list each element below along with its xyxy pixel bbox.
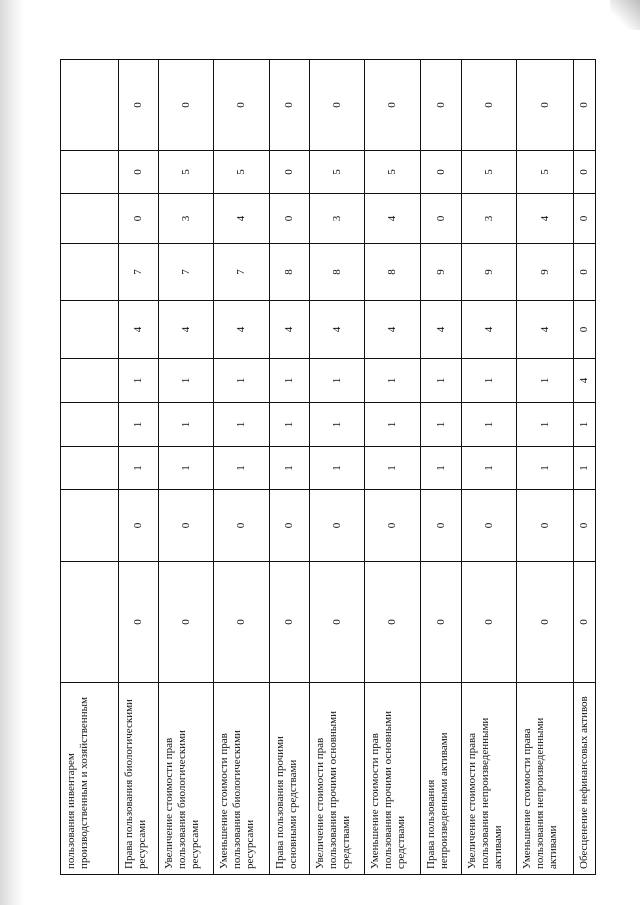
code-cell: 4 bbox=[159, 301, 214, 359]
code-cell bbox=[61, 194, 119, 244]
code-cell: 0 bbox=[119, 194, 159, 244]
code-cell: 0 bbox=[270, 562, 310, 683]
code-cell: 0 bbox=[214, 60, 270, 151]
code-cell: 0 bbox=[119, 151, 159, 194]
code-cell bbox=[61, 244, 119, 301]
code-cell: 5 bbox=[462, 151, 517, 194]
table-row bbox=[214, 60, 270, 875]
code-cell: 3 bbox=[462, 194, 517, 244]
table-body bbox=[61, 60, 596, 875]
code-cell: 0 bbox=[574, 60, 596, 151]
code-cell: 0 bbox=[159, 490, 214, 562]
code-cell: 0 bbox=[214, 490, 270, 562]
code-cell: 0 bbox=[119, 490, 159, 562]
code-cell: 4 bbox=[310, 301, 365, 359]
code-cell: 1 bbox=[214, 403, 270, 447]
code-cell: 0 bbox=[462, 60, 517, 151]
code-cell: 1 bbox=[270, 447, 310, 490]
code-cell: 0 bbox=[270, 490, 310, 562]
code-cell: 5 bbox=[214, 151, 270, 194]
table-row bbox=[517, 60, 574, 875]
code-cell: 7 bbox=[214, 244, 270, 301]
code-cell: 5 bbox=[365, 151, 421, 194]
table-row bbox=[270, 60, 310, 875]
code-cell: 1 bbox=[462, 447, 517, 490]
code-cell: 5 bbox=[310, 151, 365, 194]
code-cell: 0 bbox=[365, 490, 421, 562]
row-label: Права пользования непроизведенными активами bbox=[421, 683, 462, 875]
code-cell: 1 bbox=[365, 359, 421, 403]
code-cell: 0 bbox=[310, 562, 365, 683]
code-cell: 0 bbox=[462, 562, 517, 683]
table-row bbox=[365, 60, 421, 875]
code-cell: 0 bbox=[574, 562, 596, 683]
row-label: Уменьшение стоимости прав пользования прочими основными средствами bbox=[365, 683, 421, 875]
code-cell: 0 bbox=[310, 490, 365, 562]
code-cell: 0 bbox=[119, 60, 159, 151]
code-cell: 0 bbox=[270, 60, 310, 151]
table-row bbox=[462, 60, 517, 875]
code-cell: 0 bbox=[421, 60, 462, 151]
code-cell: 7 bbox=[119, 244, 159, 301]
code-cell: 0 bbox=[270, 151, 310, 194]
code-cell: 4 bbox=[214, 301, 270, 359]
code-cell: 4 bbox=[365, 301, 421, 359]
code-cell: 1 bbox=[159, 403, 214, 447]
code-cell: 4 bbox=[462, 301, 517, 359]
table-row bbox=[421, 60, 462, 875]
rotated-document-table-container bbox=[60, 60, 590, 875]
code-cell: 1 bbox=[214, 359, 270, 403]
code-cell: 0 bbox=[574, 194, 596, 244]
code-cell: 4 bbox=[365, 194, 421, 244]
code-cell: 1 bbox=[119, 359, 159, 403]
row-label: пользования инвентарем производственным и хозяйственным bbox=[61, 683, 119, 875]
code-cell: 1 bbox=[462, 359, 517, 403]
code-cell: 1 bbox=[421, 447, 462, 490]
code-cell: 1 bbox=[574, 403, 596, 447]
code-cell: 0 bbox=[159, 562, 214, 683]
code-cell: 1 bbox=[310, 403, 365, 447]
code-cell: 1 bbox=[270, 359, 310, 403]
code-cell: 5 bbox=[517, 151, 574, 194]
code-cell: 0 bbox=[574, 301, 596, 359]
code-cell: 0 bbox=[214, 562, 270, 683]
code-cell: 0 bbox=[365, 562, 421, 683]
code-cell: 1 bbox=[310, 359, 365, 403]
scan-page-edge bbox=[0, 0, 24, 905]
code-cell: 1 bbox=[462, 403, 517, 447]
code-cell: 4 bbox=[421, 301, 462, 359]
row-label: Уменьшение стоимости прав пользования биологическими ресурсами bbox=[214, 683, 270, 875]
code-cell: 0 bbox=[270, 194, 310, 244]
code-cell: 0 bbox=[119, 562, 159, 683]
code-cell bbox=[61, 562, 119, 683]
row-label: Увеличение стоимости права пользования непроизведенными активами bbox=[462, 683, 517, 875]
code-cell bbox=[61, 447, 119, 490]
code-cell: 1 bbox=[421, 359, 462, 403]
row-label: Права пользования биологическими ресурсами bbox=[119, 683, 159, 875]
code-cell bbox=[61, 301, 119, 359]
code-cell: 9 bbox=[462, 244, 517, 301]
code-cell: 0 bbox=[421, 194, 462, 244]
code-cell: 1 bbox=[159, 447, 214, 490]
code-cell: 4 bbox=[270, 301, 310, 359]
table-row bbox=[119, 60, 159, 875]
code-cell: 0 bbox=[159, 60, 214, 151]
code-cell: 0 bbox=[421, 151, 462, 194]
scan-corner-shadow bbox=[610, 0, 640, 30]
table-row bbox=[574, 60, 596, 875]
code-cell: 1 bbox=[365, 447, 421, 490]
code-cell: 0 bbox=[574, 244, 596, 301]
code-cell: 0 bbox=[310, 60, 365, 151]
table-row bbox=[310, 60, 365, 875]
code-cell: 4 bbox=[214, 194, 270, 244]
code-cell: 1 bbox=[517, 359, 574, 403]
code-cell: 0 bbox=[517, 562, 574, 683]
code-cell: 1 bbox=[270, 403, 310, 447]
code-cell bbox=[61, 60, 119, 151]
code-cell: 4 bbox=[517, 194, 574, 244]
code-cell: 1 bbox=[421, 403, 462, 447]
code-cell: 0 bbox=[462, 490, 517, 562]
code-cell: 8 bbox=[365, 244, 421, 301]
code-cell: 1 bbox=[310, 447, 365, 490]
code-cell: 3 bbox=[310, 194, 365, 244]
code-cell: 0 bbox=[365, 60, 421, 151]
code-cell: 8 bbox=[270, 244, 310, 301]
code-cell: 5 bbox=[159, 151, 214, 194]
code-cell: 1 bbox=[517, 403, 574, 447]
code-cell: 1 bbox=[214, 447, 270, 490]
code-cell: 0 bbox=[574, 490, 596, 562]
code-cell: 4 bbox=[574, 359, 596, 403]
code-cell: 0 bbox=[574, 151, 596, 194]
code-cell bbox=[61, 490, 119, 562]
code-cell: 0 bbox=[517, 60, 574, 151]
table-row bbox=[159, 60, 214, 875]
code-cell: 7 bbox=[159, 244, 214, 301]
code-cell: 8 bbox=[310, 244, 365, 301]
code-cell bbox=[61, 403, 119, 447]
row-label: Уменьшение стоимости права пользования непроизведенными активами bbox=[517, 683, 574, 875]
code-cell: 4 bbox=[119, 301, 159, 359]
code-cell: 3 bbox=[159, 194, 214, 244]
code-cell: 1 bbox=[517, 447, 574, 490]
code-cell bbox=[61, 151, 119, 194]
code-cell: 0 bbox=[517, 490, 574, 562]
code-cell: 0 bbox=[421, 562, 462, 683]
code-cell: 1 bbox=[119, 447, 159, 490]
code-cell: 1 bbox=[119, 403, 159, 447]
row-label: Увеличение стоимости прав пользования прочими основными средствами bbox=[310, 683, 365, 875]
code-cell: 4 bbox=[517, 301, 574, 359]
code-cell: 1 bbox=[159, 359, 214, 403]
row-label: Обесценение нефинансовых активов bbox=[574, 683, 596, 875]
code-cell: 9 bbox=[517, 244, 574, 301]
code-cell: 9 bbox=[421, 244, 462, 301]
row-label: Увеличение стоимости прав пользования биологическими ресурсами bbox=[159, 683, 214, 875]
code-cell: 0 bbox=[421, 490, 462, 562]
code-cell bbox=[61, 359, 119, 403]
account-codes-table bbox=[60, 59, 596, 875]
code-cell: 1 bbox=[365, 403, 421, 447]
table-row bbox=[61, 60, 119, 875]
code-cell: 1 bbox=[574, 447, 596, 490]
row-label: Права пользования прочими основными средствами bbox=[270, 683, 310, 875]
